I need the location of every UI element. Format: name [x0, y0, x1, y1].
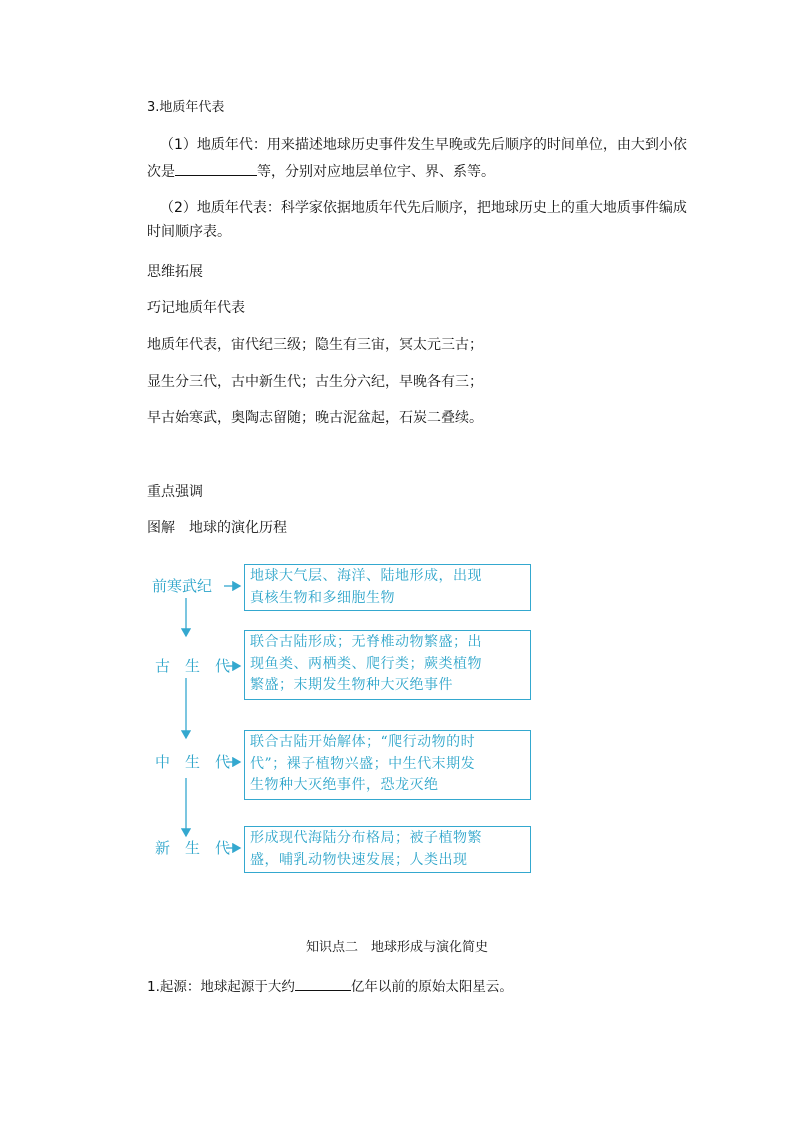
era-box-line: 生物种大灭绝事件，恐龙灭绝	[250, 777, 439, 793]
earth-evolution-diagram	[140, 556, 540, 886]
diagram-title: 图解 地球的演化历程	[147, 520, 287, 536]
question-text: 亿年以前的原始太阳星云。	[350, 979, 513, 995]
question-text: 1.起源：地球起源于大约	[147, 979, 295, 995]
section-title: 3.地质年代表	[147, 100, 225, 115]
era-box-mesozoic	[244, 730, 531, 800]
paragraph-line	[147, 161, 495, 182]
fill-blank[interactable]	[295, 976, 351, 991]
era-box-cenozoic	[244, 826, 531, 873]
mnemonic-line: 早古始寒武，奥陶志留随；晚古泥盆起，石炭二叠续。	[147, 410, 483, 426]
mnemonic-line: 地质年代表，宙代纪三级；隐生有三宙，冥太元三古；	[147, 337, 483, 353]
knowledge-point-title: 知识点二 地球形成与演化简史	[305, 940, 488, 955]
fill-blank[interactable]	[175, 161, 257, 176]
era-box-line: 真核生物和多细胞生物	[250, 589, 395, 606]
era-box-line: 盛，哺乳动物快速发展；人类出现	[250, 851, 468, 868]
paragraph-text: 等，分别对应地层单位宇、界、系等。	[257, 164, 495, 180]
era-box-line: 形成现代海陆分布格局；被子植物繁	[250, 830, 482, 846]
era-label-mesozoic: 中 生 代	[155, 753, 231, 771]
era-box-paleozoic	[244, 630, 531, 700]
era-label-paleozoic: 古 生 代	[155, 657, 231, 675]
era-label-precambrian: 前寒武纪	[152, 577, 213, 595]
paragraph-line: （2）地质年代表：科学家依据地质年代先后顺序，把地球历史上的重大地质事件编成	[160, 200, 687, 216]
emphasis-heading: 重点强调	[147, 484, 203, 500]
mnemonic-line: 显生分三代，古中新生代；古生分六纪，早晚各有三；	[147, 374, 483, 390]
era-box-line: 联合古陆形成；无脊椎动物繁盛；出	[250, 634, 482, 650]
era-label-cenozoic: 新 生 代	[155, 839, 231, 857]
era-box-line: 现鱼类、两栖类、爬行类；蕨类植物	[250, 655, 482, 672]
paragraph-line: （1）地质年代：用来描述地球历史事件发生早晚或先后顺序的时间单位，由大到小依	[160, 137, 687, 153]
extension-heading: 思维拓展	[147, 264, 203, 280]
question-line	[147, 976, 513, 997]
paragraph-line: 时间顺序表。	[147, 224, 231, 240]
era-box-precambrian	[244, 564, 531, 611]
paragraph-text: 次是	[147, 164, 175, 180]
era-box-line: 联合古陆开始解体；“爬行动物的时	[250, 734, 476, 750]
era-box-line: 代”；裸子植物兴盛；中生代末期发	[250, 755, 476, 772]
era-box-line: 繁盛；末期发生物种大灭绝事件	[250, 677, 453, 693]
era-box-line: 地球大气层、海洋、陆地形成，出现	[250, 568, 482, 584]
extension-subheading: 巧记地质年代表	[147, 300, 245, 316]
